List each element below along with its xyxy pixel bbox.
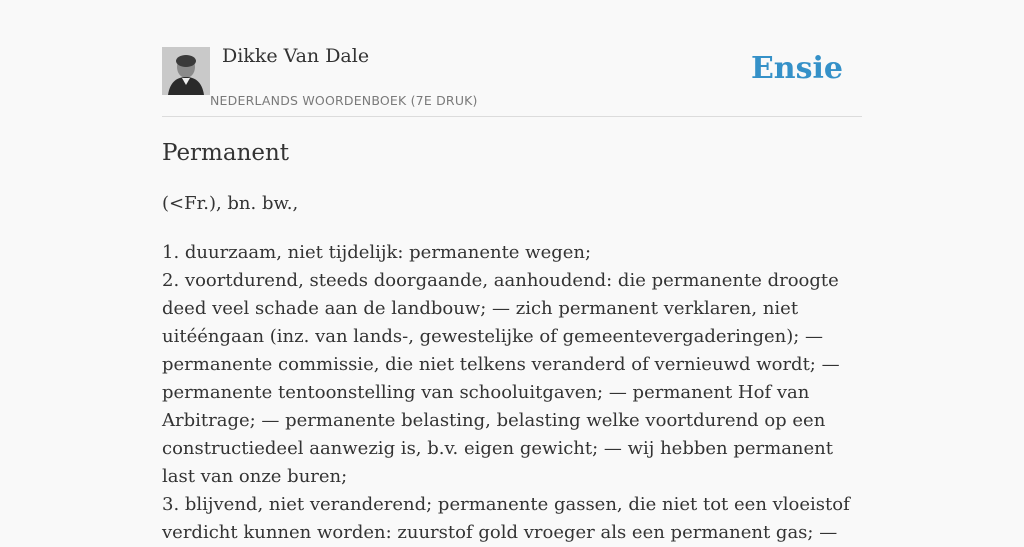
ensie-logo[interactable]: Ensie [750, 51, 843, 86]
author-avatar[interactable] [162, 47, 210, 95]
source-title[interactable]: NEDERLANDS WOORDENBOEK (7E DRUK) [210, 93, 478, 108]
header [162, 0, 862, 117]
definition-3: 3. blijvend, niet veranderend; permanente gassen, die niet tot een vloeistof verdicht kunnen worden: zuurstof gold vroeger als een permanent gas; — [162, 494, 850, 543]
definition-1: 1. duurzaam, niet tijdelijk: permanente wegen; [162, 242, 592, 263]
entry-headword: Permanent [162, 140, 290, 166]
entry-grammar: (<Fr.), bn. bw., [162, 193, 299, 214]
definition-2: 2. voortdurend, steeds doorgaande, aanhoudend: die permanente droogte deed veel schade aan de landbouw; — zich permanent verklaren, niet uitééngaan (inz. van lands-, gewestelijke of gemeentevergaderingen); — permanente commissie, die niet telkens veranderd of vernieuwd wordt; — permanente tentoonstelling van schooluitgaven; — permanent Hof van Arbitrage; — permanente belasting, belasting welke voortdurend op een constructiedeel aanwezig is, b.v. eigen gewicht; — wij hebben permanent last van onze buren; [162, 270, 840, 487]
portrait-icon [162, 47, 210, 95]
author-name[interactable]: Dikke Van Dale [222, 45, 370, 67]
entry-definitions [162, 239, 862, 547]
